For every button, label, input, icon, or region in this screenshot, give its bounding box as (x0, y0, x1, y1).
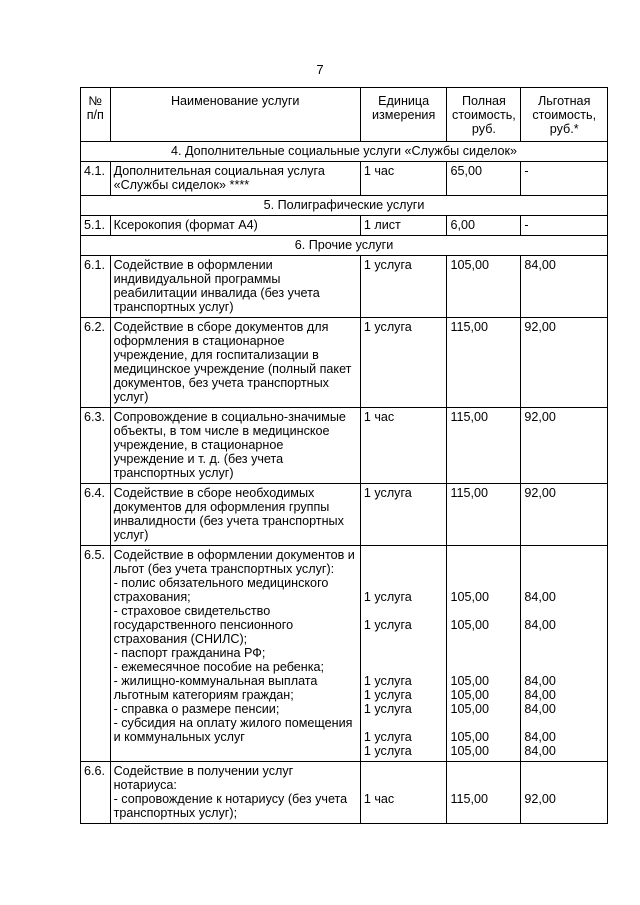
row-name: Ксерокопия (формат А4) (110, 216, 360, 236)
sub-item-name: - страховое свидетельство государственного пенсионного страхования (СНИЛС); (113, 604, 294, 646)
row-unit: 1 час (360, 162, 447, 196)
row-intro: Содействие в получении услуг нотариуса: (113, 764, 294, 792)
table-row (81, 162, 608, 196)
row-unit: 1 лист (360, 216, 447, 236)
sub-item-unit: 1 час (363, 792, 395, 806)
row-full-price (447, 546, 521, 762)
row-name (110, 546, 360, 762)
sub-item-name: - субсидия на оплату жилого помещения и коммунальных услуг (113, 716, 353, 744)
row-unit: 1 услуга (360, 256, 447, 318)
sub-item-name: - полис обязательного медицинского страхования; (113, 576, 329, 604)
row-full-price: 115,00 (447, 318, 521, 408)
sub-item-unit: 1 услуга (363, 674, 412, 688)
row-full-price: 115,00 (447, 408, 521, 484)
row-name (110, 762, 360, 824)
sub-item-full-price: 115,00 (450, 792, 489, 806)
sub-item-discount-price: 84,00 (524, 590, 556, 604)
header-num: № п/п (81, 88, 111, 142)
row-name: Содействие в сборе необходимых документов для оформления группы инвалидности (без учета транспортных услуг) (110, 484, 360, 546)
sub-item-discount-price: 84,00 (524, 618, 556, 632)
section-row-6 (81, 236, 608, 256)
row-discount-price: - (521, 216, 608, 236)
sub-item-discount-price: 84,00 (524, 674, 556, 688)
row-name: Содействие в сборе документов для оформления в стационарное учреждение, для госпитализации в медицинское учреждение (полный пакет документов, без учета транспортных услуг) (110, 318, 360, 408)
row-unit: 1 услуга (360, 318, 447, 408)
row-unit: 1 час (360, 408, 447, 484)
row-name: Содействие в оформлении индивидуальной программы реабилитации инвалида (без учета транспортных услуг) (110, 256, 360, 318)
header-full-price: Полная стоимость, руб. (447, 88, 521, 142)
sub-item-unit: 1 услуга (363, 590, 412, 604)
sub-item-discount-price: 84,00 (524, 744, 556, 758)
table-row (81, 256, 608, 318)
sub-item-name: - сопровождение к нотариусу (без учета транспортных услуг); (113, 792, 348, 820)
row-discount-price: 92,00 (521, 484, 608, 546)
row-full-price (447, 762, 521, 824)
row-name: Сопровождение в социально-значимые объекты, в том числе в медицинское учреждение, в стационарное учреждение и т. д. (без учета транспортных услуг) (110, 408, 360, 484)
table-row (81, 216, 608, 236)
row-unit (360, 762, 447, 824)
section-title: 4. Дополнительные социальные услуги «Службы сиделок» (81, 142, 608, 162)
row-num: 6.6. (81, 762, 111, 824)
sub-item-unit: 1 услуга (363, 744, 412, 758)
row-name: Дополнительная социальная услуга «Службы сиделок» **** (110, 162, 360, 196)
sub-item-full-price: 105,00 (450, 744, 489, 758)
sub-item-full-price: 105,00 (450, 730, 489, 744)
row-discount-price: 92,00 (521, 408, 608, 484)
table-row (81, 408, 608, 484)
section-row-5 (81, 196, 608, 216)
sub-item-full-price: 105,00 (450, 618, 489, 632)
sub-item-unit: 1 услуга (363, 730, 412, 744)
sub-item-discount-price: 84,00 (524, 688, 556, 702)
row-num: 6.2. (81, 318, 111, 408)
sub-item-unit: 1 услуга (363, 702, 412, 716)
sub-item-name: - ежемесячное пособие на ребенка; (113, 660, 325, 674)
table-row (81, 484, 608, 546)
row-full-price: 65,00 (447, 162, 521, 196)
sub-item-name: - жилищно-коммунальная выплата льготным категориям граждан; (113, 674, 318, 702)
row-discount-price: - (521, 162, 608, 196)
header-unit: Единица измерения (360, 88, 447, 142)
row-full-price: 115,00 (447, 484, 521, 546)
table-row (81, 546, 608, 762)
row-discount-price (521, 546, 608, 762)
header-name: Наименование услуги (110, 88, 360, 142)
sub-item-discount-price: 84,00 (524, 730, 556, 744)
page-number: 7 (316, 62, 324, 77)
sub-item-name: - справка о размере пенсии; (113, 702, 280, 716)
section-title: 5. Полиграфические услуги (81, 196, 608, 216)
sub-item-full-price: 105,00 (450, 674, 489, 688)
sub-item-discount-price: 92,00 (524, 792, 556, 806)
row-num: 6.5. (81, 546, 111, 762)
row-full-price: 105,00 (447, 256, 521, 318)
sub-item-full-price: 105,00 (450, 590, 489, 604)
sub-item-discount-price: 84,00 (524, 702, 556, 716)
row-discount-price (521, 762, 608, 824)
row-full-price: 6,00 (447, 216, 521, 236)
sub-item-name: - паспорт гражданина РФ; (113, 646, 266, 660)
row-unit: 1 услуга (360, 484, 447, 546)
row-num: 6.1. (81, 256, 111, 318)
row-num: 4.1. (81, 162, 111, 196)
row-discount-price: 84,00 (521, 256, 608, 318)
sub-item-unit: 1 услуга (363, 618, 412, 632)
row-discount-price: 92,00 (521, 318, 608, 408)
row-intro: Содействие в оформлении документов и льгот (без учета транспортных услуг): (113, 548, 355, 576)
row-num: 6.4. (81, 484, 111, 546)
row-unit (360, 546, 447, 762)
section-title: 6. Прочие услуги (81, 236, 608, 256)
table-row (81, 318, 608, 408)
section-row-4 (81, 142, 608, 162)
table-header-row (81, 88, 608, 142)
table-row (81, 762, 608, 824)
sub-item-full-price: 105,00 (450, 688, 489, 702)
sub-item-unit: 1 услуга (363, 688, 412, 702)
services-price-table (80, 87, 608, 824)
row-num: 5.1. (81, 216, 111, 236)
header-discount-price: Льготная стоимость, руб.* (521, 88, 608, 142)
sub-item-full-price: 105,00 (450, 702, 489, 716)
row-num: 6.3. (81, 408, 111, 484)
